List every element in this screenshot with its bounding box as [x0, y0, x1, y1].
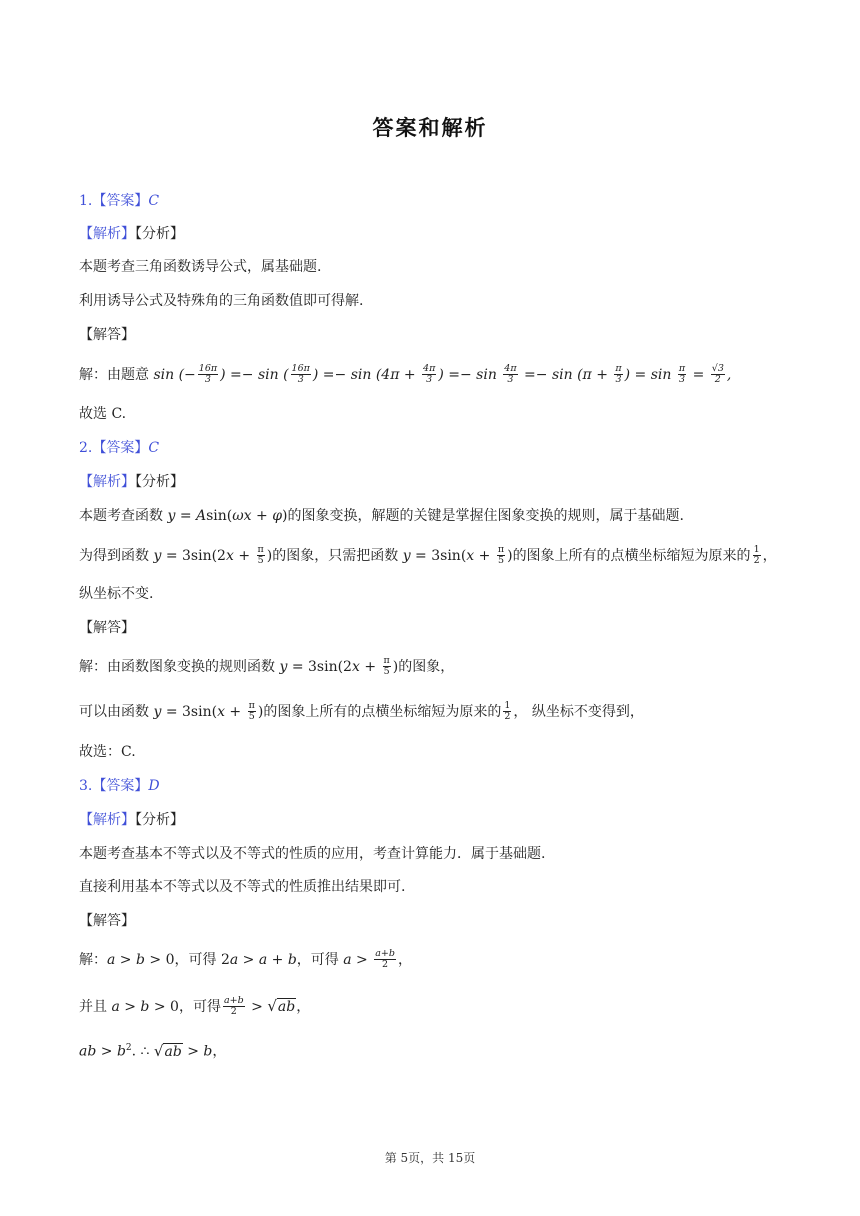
q3-analysis-tags: [79, 809, 184, 831]
q2-sol2-text-b: 的图象上所有的点横坐标缩短为原来的: [263, 704, 502, 720]
q2-line1-text-a: 本题考查函数: [79, 508, 163, 524]
q3-solution-line-2: 并且 a > b > 0，可得 $\frac{a+b}{2}$ > √ab，: [79, 994, 311, 1017]
q3-analysis-tag: 【解析】: [79, 812, 135, 828]
q3-answer: D: [148, 778, 160, 794]
q1-fenxi-line-2: 利用诱导公式及特殊角的三角函数值即可得解.: [79, 293, 364, 309]
q2-formula-general: y = A: [167, 508, 207, 524]
q1-solution-prefix: 解：由题意: [79, 367, 149, 383]
q2-analysis-tag: 【解析】: [79, 474, 135, 490]
q2-fenxi-line-3: 纵坐标不变.: [79, 586, 154, 602]
q1-analysis-tag: 【解析】: [79, 226, 135, 242]
q2-fraction-half: $\frac{1}{2}$: [753, 543, 760, 566]
q3-sol1-end: ，: [397, 952, 412, 968]
q3-sol1-text-a: 解：: [79, 952, 107, 968]
page-title: 答案和解析: [372, 115, 488, 140]
q1-fenxi-line-1: 本题考查三角函数诱导公式，属基础题.: [79, 259, 322, 275]
q3-answer-prefix: 3.【答案】: [79, 778, 149, 794]
q2-jieda-tag: 【解答】: [79, 620, 135, 636]
q2-line1-text-b: 的图象变换，解题的关键是掌握住图象变换的规则，属于基础题.: [287, 508, 684, 524]
q3-sol2-text-b: ，可得: [178, 999, 221, 1015]
q2-sol2-text-c: ， 纵坐标不变得到，: [513, 704, 644, 720]
q2-answer: C: [148, 440, 160, 456]
q3-fenxi-line-1: 本题考查基本不等式以及不等式的性质的应用，考查计算能力．属于基础题.: [79, 846, 546, 862]
q2-fenxi-line-2: 为得到函数 y = 3sin(2x + $\frac{\pi}{5}$ )的图象，只需把函数 y = 3sin(x + $\frac{\pi}{5}$ )的图象上所有的点横坐标缩短为原来的 $\frac{1}{2}$ ，: [79, 543, 777, 566]
q2-answer-prefix: 2.【答案】: [79, 440, 149, 456]
q3-sol1-text-c: ，可得: [296, 952, 339, 968]
q3-sol2-end: ，: [296, 999, 311, 1015]
q1-solution: [79, 364, 731, 386]
q2-sol2-text-a: 可以由函数: [79, 704, 149, 720]
q3-sol3-end: ，: [212, 1043, 227, 1060]
q3-fenxi-line-2: 直接利用基本不等式以及不等式的性质推出结果即可.: [79, 879, 406, 895]
q3-fenxi-tag: 【分析】: [135, 812, 184, 828]
q3-answer-line: [79, 775, 160, 797]
q2-formula-target: y: [153, 548, 162, 564]
q1-analysis-tags: [79, 223, 184, 245]
q2-formula-source: y: [402, 548, 411, 564]
q2-fenxi-line-1: 本题考查函数 y = Asin(ωx + φ)的图象变换，解题的关键是掌握住图象变换的规则，属于基础题.: [79, 508, 684, 524]
q2-line2-text-b: 的图象，只需把函数: [272, 548, 399, 564]
q2-line2-text-a: 为得到函数: [79, 548, 149, 564]
q1-answer-prefix: 1.【答案】: [79, 193, 149, 209]
q2-line2-text-c: 的图象上所有的点横坐标缩短为原来的: [512, 548, 751, 564]
q1-answer-line: [79, 190, 159, 212]
q2-sol1-text-b: 的图象，: [398, 659, 455, 675]
q1-formula: sin (− $\frac{16\pi}{3}$ ) =− sin ( $\frac{16\pi}{3}$ ) =− sin (4π + $\frac{4\pi}{3}$ ) =− sin $\frac{4\pi}{3}$ =− sin (π + $\frac{\pi}{3}$ ) = sin $\frac{\pi}{3}$ = $\frac{√3}{2}$ ,: [153, 362, 732, 385]
q2-line2-end: ，: [762, 548, 777, 564]
q2-answer-line: [79, 437, 159, 459]
q2-solution-line-1: 解：由函数图象变换的规则函数 y = 3sin(2x + $\frac{\pi}{5}$ )的图象，: [79, 654, 455, 677]
q2-sol1-text-a: 解：由函数图象变换的规则函数: [79, 659, 275, 675]
q3-solution-line-3: ab > $b^2$. ∴ √ab > b，: [79, 1041, 227, 1060]
q2-fenxi-tag: 【分析】: [135, 474, 184, 490]
q3-solution-line-1: 解：a > b > 0，可得 2a > a + b，可得 a > $\frac{a+b}{2}$ ，: [79, 947, 412, 970]
q3-sol1-text-b: ，可得: [174, 952, 217, 968]
q1-answer: C: [148, 193, 160, 209]
q3-sol2-text-a: 并且: [79, 999, 107, 1015]
q2-analysis-tags: [79, 471, 184, 493]
q1-conclusion: 故选 C.: [79, 406, 127, 422]
q3-jieda-tag: 【解答】: [79, 913, 135, 929]
q1-fenxi-tag: 【分析】: [135, 226, 184, 242]
q2-solution-line-2: 可以由函数 y = 3sin(x + $\frac{\pi}{5}$ )的图象上所有的点横坐标缩短为原来的 $\frac{1}{2}$ ， 纵坐标不变得到，: [79, 699, 644, 722]
q2-conclusion: 故选：C.: [79, 744, 136, 760]
q1-jieda-tag: 【解答】: [79, 327, 135, 343]
page-footer: 第 5页，共 15页: [384, 1151, 476, 1165]
